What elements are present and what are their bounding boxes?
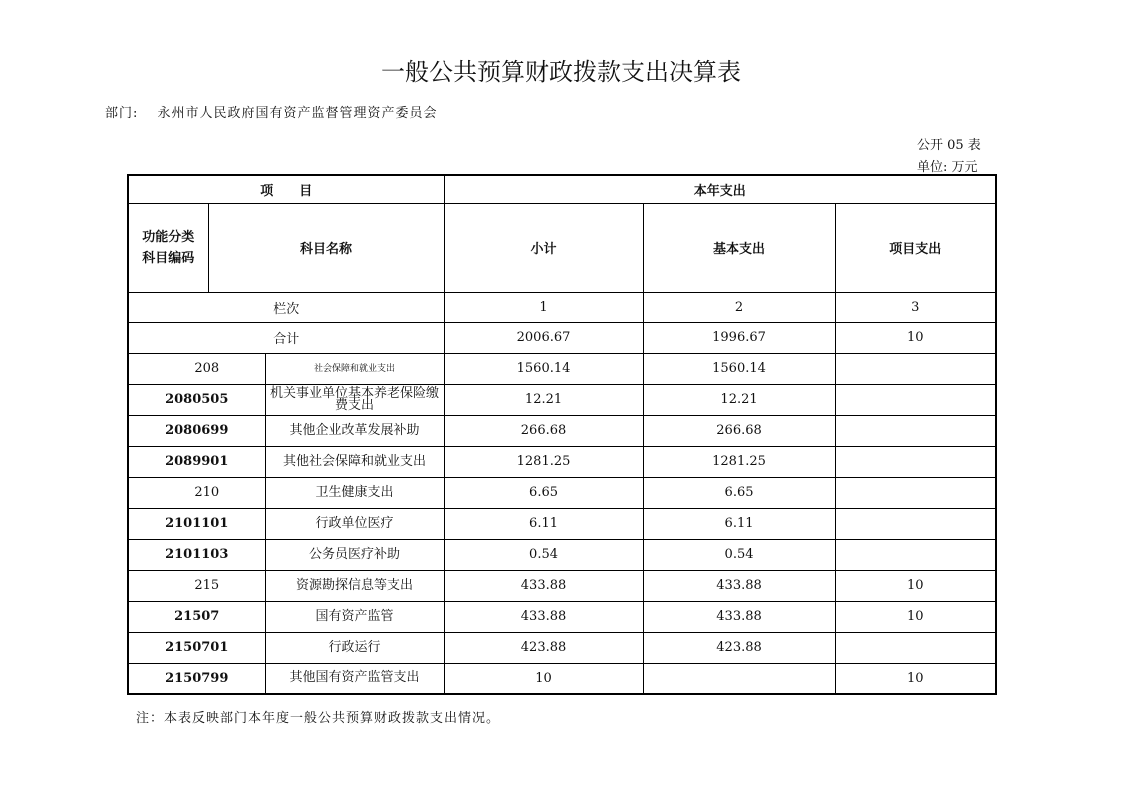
column-index-1: 1 (444, 292, 643, 322)
row-code: 2089901 (128, 446, 265, 477)
row-code: 2101103 (128, 539, 265, 570)
total-project: 10 (835, 322, 996, 353)
row-project: 10 (835, 570, 996, 601)
total-label: 合计 (128, 322, 444, 353)
table-row (128, 632, 996, 663)
table-row (128, 539, 996, 570)
row-project (835, 508, 996, 539)
row-basic: 433.88 (643, 570, 835, 601)
row-subtotal: 12.21 (444, 384, 643, 415)
row-subtotal: 423.88 (444, 632, 643, 663)
row-code: 2080505 (128, 384, 265, 415)
row-subtotal: 1281.25 (444, 446, 643, 477)
row-code: 210 (128, 477, 265, 508)
row-name: 卫生健康支出 (265, 477, 444, 508)
row-name: 行政运行 (265, 632, 444, 663)
table-row (128, 477, 996, 508)
table-row (128, 446, 996, 477)
header-name: 科目名称 (208, 203, 444, 292)
row-basic: 0.54 (643, 539, 835, 570)
row-project (835, 353, 996, 384)
department-label: 部门: (105, 106, 139, 121)
row-subtotal: 266.68 (444, 415, 643, 446)
header-code (128, 203, 208, 292)
row-name: 公务员医疗补助 (265, 539, 444, 570)
row-project: 10 (835, 601, 996, 632)
row-subtotal: 0.54 (444, 539, 643, 570)
row-code: 2150701 (128, 632, 265, 663)
header-item: 项 目 (128, 175, 444, 203)
department-name: 永州市人民政府国有资产监督管理资产委员会 (157, 106, 438, 121)
row-basic: 1560.14 (643, 353, 835, 384)
row-project (835, 415, 996, 446)
total-row (128, 322, 996, 353)
department-line (105, 102, 438, 121)
row-subtotal: 433.88 (444, 570, 643, 601)
row-name: 其他企业改革发展补助 (265, 415, 444, 446)
footnote: 注：本表反映部门本年度一般公共预算财政拨款支出情况。 (136, 711, 501, 726)
row-basic: 6.65 (643, 477, 835, 508)
header-code-line-1: 功能分类 (142, 229, 195, 245)
row-name: 其他国有资产监管支出 (265, 663, 444, 694)
row-code: 2101101 (128, 508, 265, 539)
row-name: 资源勘探信息等支出 (265, 570, 444, 601)
row-code: 208 (128, 353, 265, 384)
page-title: 一般公共预算财政拨款支出决算表 (381, 58, 741, 86)
row-project (835, 632, 996, 663)
table-row (128, 570, 996, 601)
table-row (128, 601, 996, 632)
row-name: 机关事业单位基本养老保险缴费支出 (265, 384, 444, 415)
row-subtotal: 1560.14 (444, 353, 643, 384)
row-subtotal: 433.88 (444, 601, 643, 632)
row-project (835, 477, 996, 508)
column-index-label: 栏次 (128, 292, 444, 322)
row-project (835, 539, 996, 570)
row-basic: 1281.25 (643, 446, 835, 477)
row-basic: 12.21 (643, 384, 835, 415)
table-row (128, 663, 996, 694)
total-subtotal: 2006.67 (444, 322, 643, 353)
header-project: 项目支出 (835, 203, 996, 292)
header-row-1 (128, 175, 996, 203)
row-name: 社会保障和就业支出 (265, 353, 444, 384)
public-table-number: 公开 05 表 (917, 138, 981, 153)
table-row (128, 415, 996, 446)
column-index-3: 3 (835, 292, 996, 322)
table-row (128, 353, 996, 384)
header-code-line-2: 科目编码 (142, 250, 195, 266)
row-name: 行政单位医疗 (265, 508, 444, 539)
row-project (835, 384, 996, 415)
row-name: 国有资产监管 (265, 601, 444, 632)
row-basic: 433.88 (643, 601, 835, 632)
header-row-2 (128, 203, 996, 292)
row-code: 215 (128, 570, 265, 601)
row-code: 21507 (128, 601, 265, 632)
row-subtotal: 6.11 (444, 508, 643, 539)
row-subtotal: 6.65 (444, 477, 643, 508)
row-subtotal: 10 (444, 663, 643, 694)
row-project: 10 (835, 663, 996, 694)
table-row (128, 508, 996, 539)
row-code: 2150799 (128, 663, 265, 694)
row-code: 2080699 (128, 415, 265, 446)
header-expense: 本年支出 (444, 175, 996, 203)
column-index-2: 2 (643, 292, 835, 322)
row-basic: 266.68 (643, 415, 835, 446)
header-basic: 基本支出 (643, 203, 835, 292)
unit-label: 单位: 万元 (917, 160, 978, 175)
row-basic: 423.88 (643, 632, 835, 663)
row-basic (643, 663, 835, 694)
row-basic: 6.11 (643, 508, 835, 539)
header-subtotal: 小计 (444, 203, 643, 292)
total-basic: 1996.67 (643, 322, 835, 353)
column-index-row (128, 292, 996, 322)
table-row (128, 384, 996, 415)
expenditure-table (127, 174, 997, 695)
row-project (835, 446, 996, 477)
row-name: 其他社会保障和就业支出 (265, 446, 444, 477)
